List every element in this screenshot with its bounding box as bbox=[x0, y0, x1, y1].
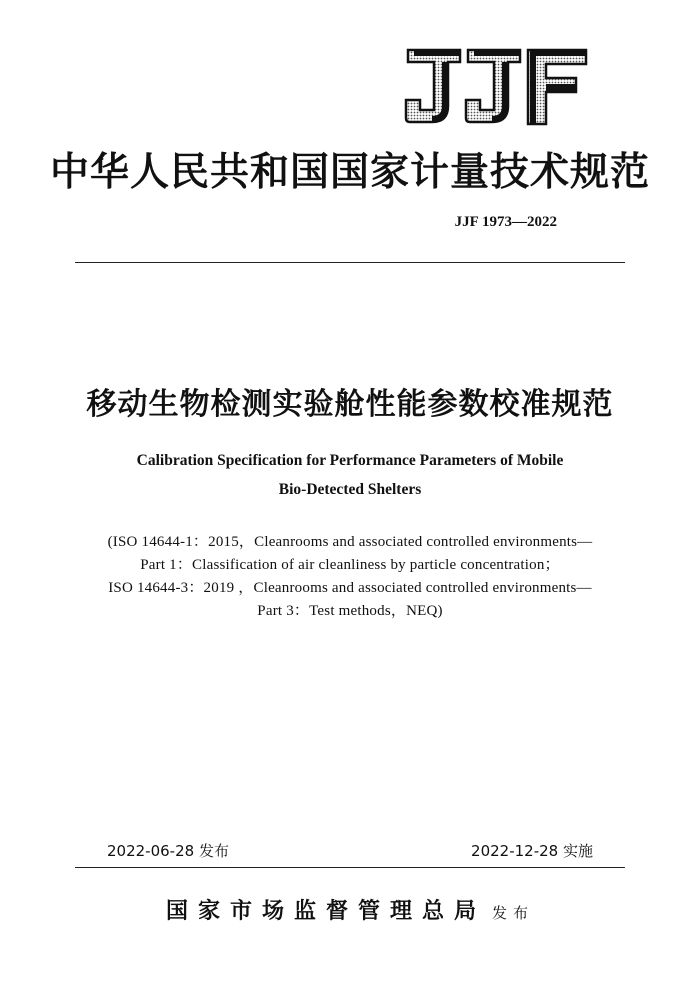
bottom-divider bbox=[75, 867, 625, 868]
document-title-english-line-2: Bio-Detected Shelters bbox=[278, 481, 422, 498]
reference-line: Part 1：Classification of air cleanliness by particle concentration； bbox=[140, 557, 560, 573]
standard-code: JJF 1973—2022 bbox=[454, 214, 557, 230]
logo-letter-f bbox=[528, 50, 586, 124]
issuing-authority bbox=[0, 893, 700, 931]
issuer-verb: 发布 bbox=[492, 904, 535, 922]
jjf-logo bbox=[404, 48, 588, 126]
effective-date: 2022-12-28 实施 bbox=[471, 842, 593, 860]
logo-letter-j-2 bbox=[466, 50, 520, 122]
issue-date: 2022-06-28 发布 bbox=[107, 842, 229, 860]
country-standard-title: 中华人民共和国国家计量技术规范 bbox=[49, 149, 650, 195]
document-title-english-line-1: Calibration Specification for Performance Parameters of Mobile bbox=[136, 452, 564, 469]
reference-line: ISO 14644-3：2019 ，Cleanrooms and associated controlled environments— bbox=[108, 580, 592, 596]
logo-letter-j-1 bbox=[406, 50, 460, 122]
reference-standards bbox=[40, 531, 660, 623]
reference-line: Part 3：Test methods，NEQ) bbox=[257, 603, 443, 619]
document-title-chinese: 移动生物检测实验舱性能参数校准规范 bbox=[86, 387, 614, 422]
top-divider bbox=[75, 262, 625, 263]
reference-line: (ISO 14644-1：2015，Cleanrooms and associated controlled environments— bbox=[107, 534, 593, 550]
issuer-name: 国家市场监督管理总局 bbox=[165, 898, 486, 924]
